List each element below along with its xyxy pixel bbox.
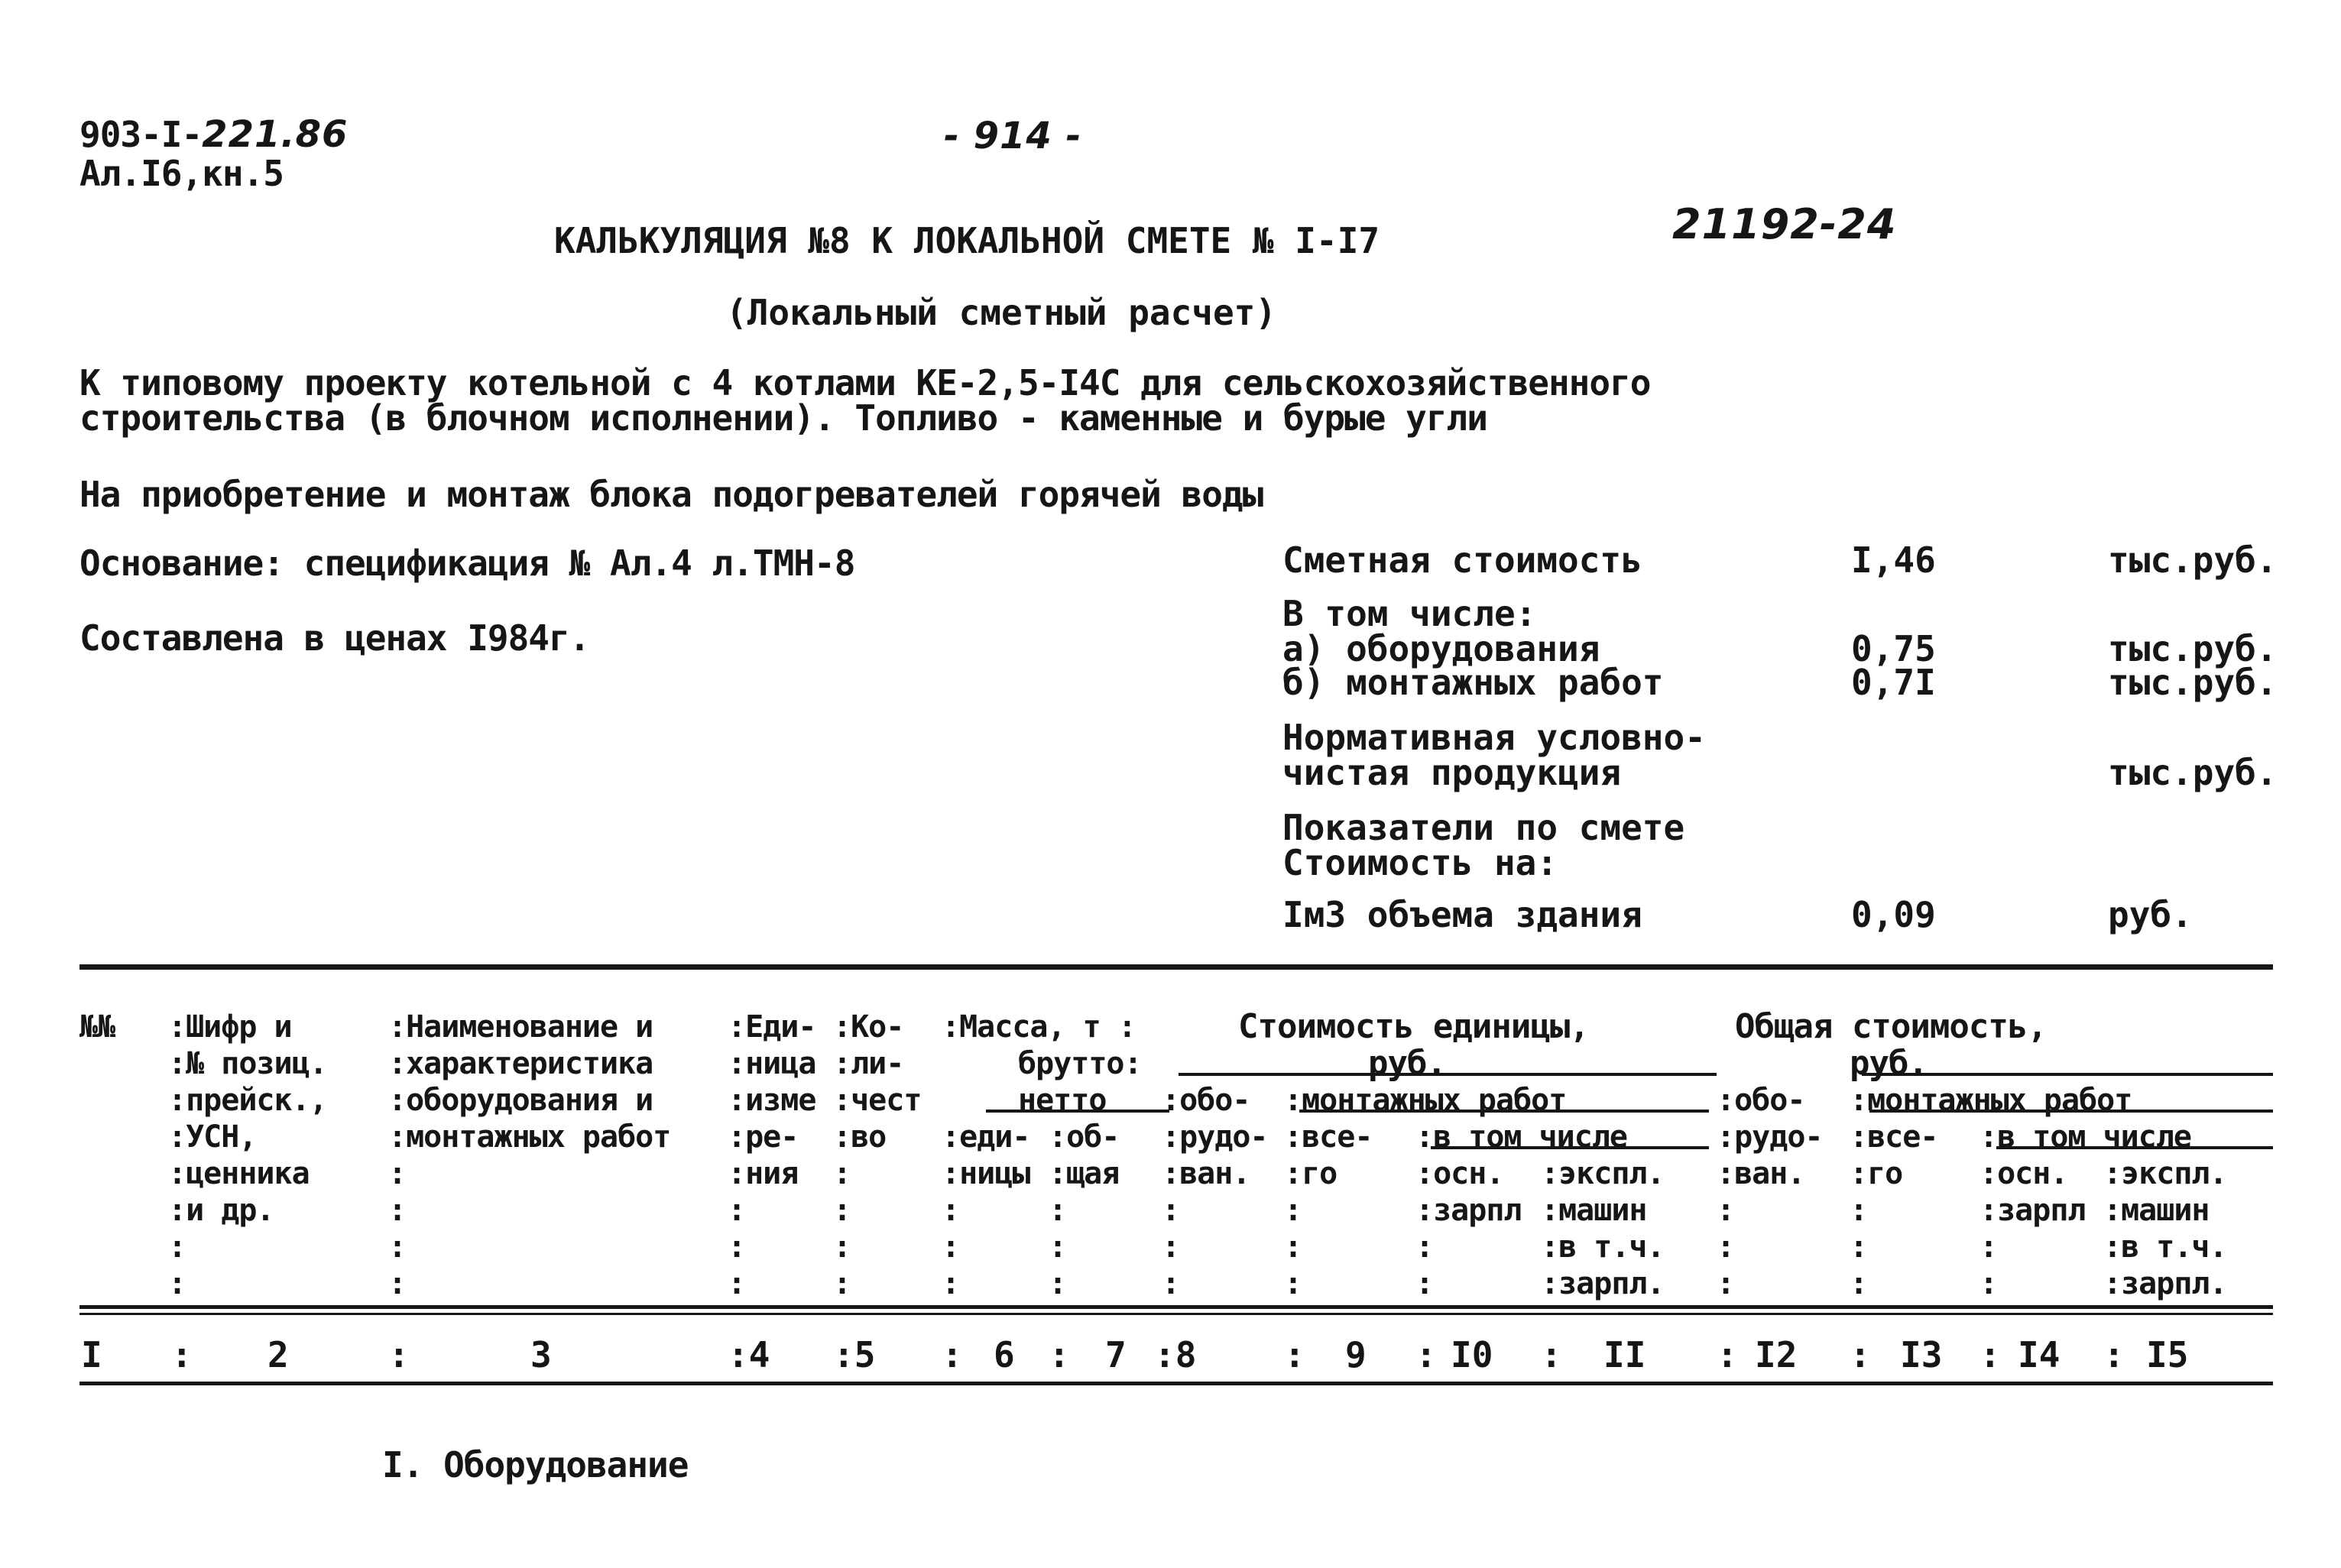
- col-4-header: :Еди- :ница :изме :ре- :ния : : :: [728, 1009, 816, 1301]
- col-3-header: :Наименование и :характеристика :оборудования и :монтажных работ : : : :: [388, 1009, 671, 1301]
- purpose: На приобретение и монтаж блока подогревателей горячей воды: [79, 474, 1263, 515]
- summary-equipment-label: а) оборудования: [1282, 628, 1600, 669]
- col-5-header: :Ко- :ли- :чест :во : : : :: [833, 1009, 922, 1301]
- colnum-8: :8: [1154, 1334, 1197, 1375]
- col-1-header: №№: [79, 1009, 115, 1045]
- price-level: Составлена в ценах I984г.: [79, 617, 590, 659]
- unit-incl-group-header: :в том числе: [1415, 1119, 1627, 1155]
- summary-norm-unit: тыс.руб.: [2108, 752, 2278, 793]
- doc-code-handwritten: 221.86: [202, 113, 349, 156]
- col-13-header: :все- :го : : :: [1850, 1119, 1938, 1301]
- colnum-15: I5: [2146, 1334, 2189, 1375]
- doc-code: [79, 113, 348, 156]
- basis: Основание: спецификация № Ал.4 л.ТМН-8: [79, 543, 855, 584]
- unit-install-group-header: :монтажных работ: [1284, 1083, 1567, 1118]
- colnum-sep: :: [2103, 1334, 2125, 1375]
- summary-norm-label-1: Нормативная условно-: [1282, 717, 1706, 758]
- colnum-sep: :: [1284, 1334, 1305, 1375]
- col-12-header: :обо- :рудо- :ван. : : :: [1717, 1083, 1823, 1301]
- stamp-number: 21192-24: [1672, 200, 1897, 248]
- summary-indicators-2: Стоимость на:: [1282, 842, 1558, 883]
- colnum-5: :5: [833, 1334, 876, 1375]
- colnum-2: 2: [267, 1334, 289, 1375]
- col-7-header: :об- :щая : : :: [1049, 1119, 1120, 1301]
- project-line-1: К типовому проекту котельной с 4 котлами КЕ-2,5-I4С для сельскохозяйственного: [79, 362, 1651, 403]
- column-number-bottom-rule: [79, 1382, 2273, 1385]
- col-6-7-group-header: :Масса, т : брутто: нетто: [942, 1009, 1142, 1118]
- colnum-sep: :: [1979, 1334, 2001, 1375]
- unit-cost-group-header: Стоимость единицы, руб.: [1238, 1007, 1589, 1083]
- page-subtitle: (Локальный сметный расчет): [726, 292, 1277, 333]
- album-reference: Ал.I6,кн.5: [79, 153, 284, 194]
- page-number: - 914 -: [944, 115, 1082, 157]
- total-install-group-header: :монтажных работ: [1850, 1083, 2132, 1118]
- colnum-sep: :: [1541, 1334, 1562, 1375]
- col-11-header: :экспл. :машин :в т.ч. :зарпл.: [1541, 1156, 1665, 1301]
- summary-volume-label: Iм3 объема здания: [1282, 894, 1642, 935]
- summary-norm-label-2: чистая продукция: [1282, 752, 1622, 793]
- colnum-sep: :: [171, 1334, 193, 1375]
- colnum-4: :4: [728, 1334, 770, 1375]
- colnum-12: I2: [1755, 1334, 1798, 1375]
- colnum-7: 7: [1105, 1334, 1127, 1375]
- section-heading: I. Оборудование: [382, 1444, 689, 1485]
- summary-including-label: В том числе:: [1282, 593, 1537, 634]
- summary-installation-label: б) монтажных работ: [1282, 662, 1664, 703]
- total-incl-group-header: :в том числе: [1979, 1119, 2191, 1155]
- summary-equipment-unit: тыс.руб.: [2108, 628, 2278, 669]
- summary-installation-value: 0,7I: [1851, 662, 1936, 703]
- header-rule-upper: [79, 1305, 2273, 1309]
- colnum-sep: :: [942, 1334, 963, 1375]
- colnum-sep: :: [388, 1334, 410, 1375]
- summary-cost-label: Сметная стоимость: [1282, 539, 1642, 581]
- col-14-header: :осн. :зарпл : :: [1979, 1156, 2086, 1301]
- colnum-10: I0: [1451, 1334, 1493, 1375]
- summary-cost-unit: тыс.руб.: [2108, 539, 2278, 581]
- col-8-header: :обо- :рудо- :ван. : : :: [1162, 1083, 1268, 1301]
- col-9-header: :все- :го : : :: [1284, 1119, 1373, 1301]
- colnum-9: 9: [1345, 1334, 1367, 1375]
- colnum-11: II: [1603, 1334, 1646, 1375]
- colnum-3: 3: [530, 1334, 552, 1375]
- col-15-header: :экспл. :машин :в т.ч. :зарпл.: [2103, 1156, 2227, 1301]
- summary-equipment-value: 0,75: [1851, 628, 1936, 669]
- colnum-14: I4: [2018, 1334, 2061, 1375]
- col-6-header: :еди- :ницы : : :: [942, 1119, 1030, 1301]
- colnum-sep: :: [1415, 1334, 1437, 1375]
- summary-volume-unit: руб.: [2108, 894, 2193, 935]
- colnum-sep: :: [1850, 1334, 1871, 1375]
- project-line-2: строительства (в блочном исполнении). Топливо - каменные и бурые угли: [79, 397, 1487, 439]
- page-title: КАЛЬКУЛЯЦИЯ №8 К ЛОКАЛЬНОЙ СМЕТЕ № I-I7: [554, 220, 1380, 261]
- header-rule-lower: [79, 1313, 2273, 1315]
- col-10-header: :осн. :зарпл : :: [1415, 1156, 1522, 1301]
- colnum-1: I: [81, 1334, 102, 1375]
- doc-code-typed: 903-I-: [79, 114, 203, 155]
- summary-volume-value: 0,09: [1851, 894, 1936, 935]
- col-2-header: :Шифр и :№ позиц. :прейск., :УСН, :ценника :и др. : :: [168, 1009, 327, 1301]
- summary-cost-value: I,46: [1851, 539, 1936, 581]
- colnum-6: 6: [994, 1334, 1015, 1375]
- colnum-sep: :: [1717, 1334, 1738, 1375]
- total-cost-group-header: Общая стоимость, руб.: [1735, 1007, 2047, 1083]
- colnum-sep: :: [1049, 1334, 1070, 1375]
- colnum-13: I3: [1900, 1334, 1943, 1375]
- table-top-rule: [79, 964, 2273, 970]
- summary-indicators-1: Показатели по смете: [1282, 807, 1685, 848]
- summary-installation-unit: тыс.руб.: [2108, 662, 2278, 703]
